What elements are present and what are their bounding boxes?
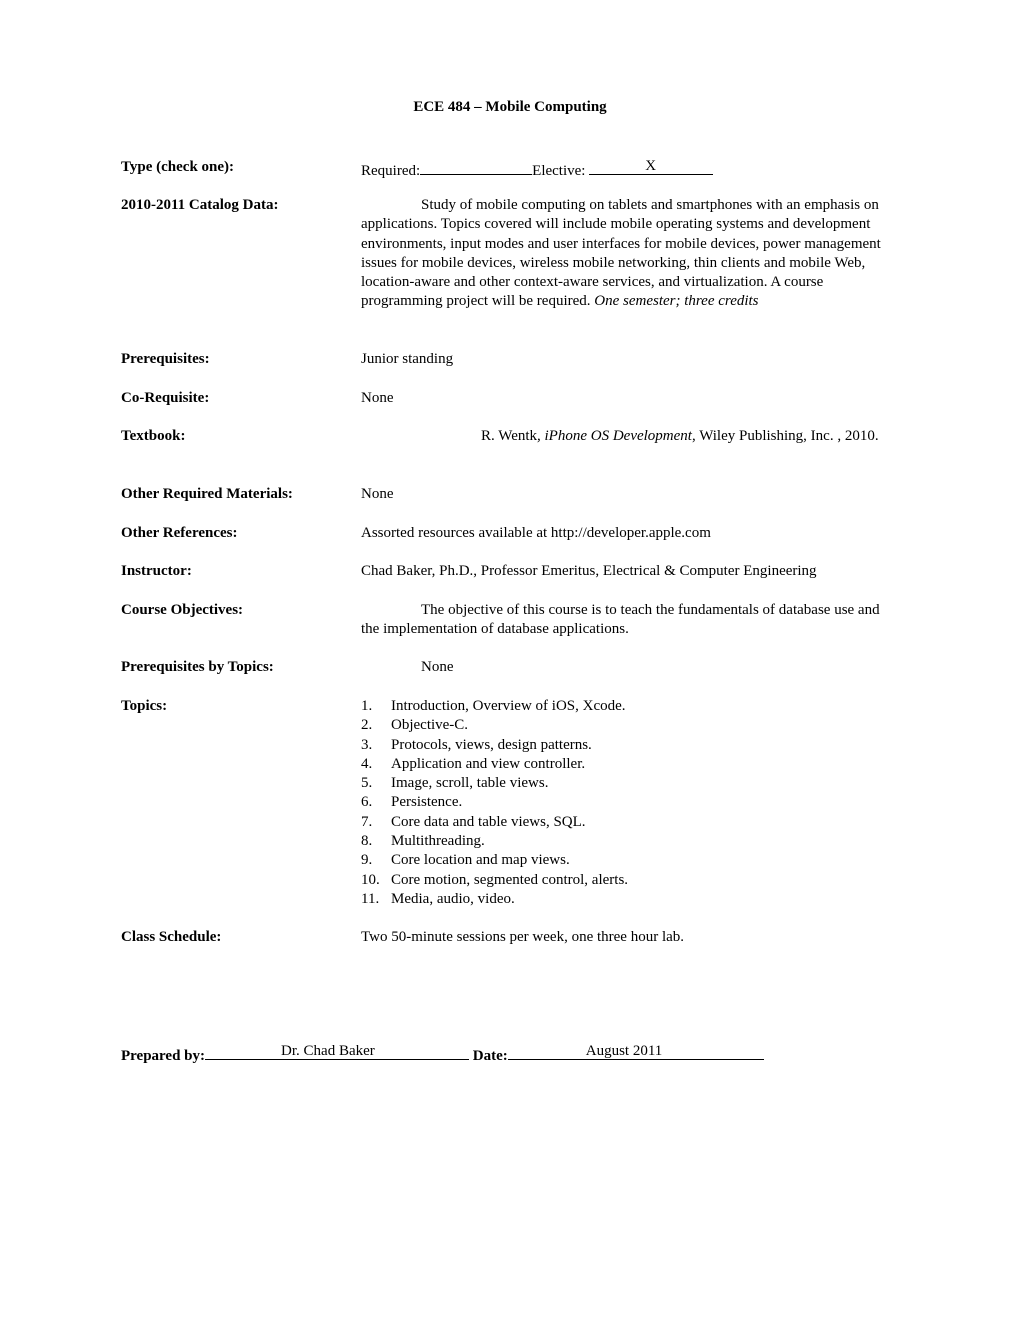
- date-fill: [508, 1043, 764, 1060]
- list-item: [361, 813, 901, 832]
- list-item-text: Core location and map views.: [391, 852, 570, 869]
- textbook-value: [361, 427, 901, 446]
- prereq-topics-text: None: [421, 659, 454, 675]
- elective-blank: [589, 158, 713, 175]
- textbook-label: Textbook:: [121, 428, 186, 444]
- catalog-value: [361, 196, 901, 312]
- list-item: [361, 871, 901, 890]
- list-item: [361, 832, 901, 851]
- other-materials-label: Other Required Materials:: [121, 486, 293, 502]
- corequisite-value: None: [361, 390, 394, 406]
- list-item-number: 11.: [361, 890, 380, 907]
- list-item-text: Persistence.: [391, 794, 463, 811]
- corequisite-label: Co-Requisite:: [121, 390, 210, 406]
- elective-mark: X: [645, 158, 657, 174]
- list-item-number: 4.: [361, 755, 373, 772]
- list-item-number: 5.: [361, 775, 373, 792]
- elective-label: Elective:: [532, 163, 590, 179]
- textbook-author: R. Wentk: [481, 428, 538, 444]
- list-item: [361, 755, 901, 774]
- prerequisites-value: Junior standing: [361, 351, 454, 367]
- instructor-value: Chad Baker, Ph.D., Professor Emeritus, Electrical & Computer Engineering: [361, 563, 817, 579]
- topics-label: Topics:: [121, 698, 168, 714]
- list-item-text: Core data and table views, SQL.: [391, 813, 586, 830]
- textbook-title: iPhone OS Development: [544, 428, 692, 444]
- list-item-number: 2.: [361, 717, 373, 734]
- other-references-label: Other References:: [121, 525, 238, 541]
- other-references-value: Assorted resources available at http://developer.apple.com: [361, 525, 711, 541]
- topics-list: [361, 697, 901, 909]
- list-item-text: Application and view controller.: [391, 755, 586, 772]
- catalog-label: 2010-2011 Catalog Data:: [121, 197, 279, 213]
- type-value: [361, 158, 901, 181]
- list-item: [361, 736, 901, 755]
- objectives-value: [361, 601, 901, 640]
- prereq-topics-value: [361, 658, 901, 677]
- list-item-number: 9.: [361, 852, 373, 869]
- list-item-text: Introduction, Overview of iOS, Xcode.: [391, 698, 626, 714]
- objectives-label: Course Objectives:: [121, 602, 244, 618]
- schedule-label: Class Schedule:: [121, 929, 222, 945]
- list-item-number: 3.: [361, 736, 373, 753]
- date-value: August 2011: [585, 1043, 663, 1059]
- textbook-rest: , Wiley Publishing, Inc. , 2010.: [691, 428, 879, 444]
- list-item: [361, 697, 901, 716]
- list-item-number: 7.: [361, 813, 373, 830]
- list-item-text: Protocols, views, design patterns.: [391, 736, 592, 753]
- catalog-credits: One semester; three credits: [594, 293, 759, 310]
- schedule-value: Two 50-minute sessions per week, one three hour lab.: [361, 929, 685, 945]
- type-label: Type (check one):: [121, 159, 235, 175]
- list-item-number: 6.: [361, 794, 373, 811]
- required-blank: [420, 159, 532, 175]
- textbook-comma: ,: [537, 428, 545, 444]
- list-item-text: Core motion, segmented control, alerts.: [391, 871, 629, 888]
- list-item: [361, 851, 901, 870]
- list-item-number: 10.: [361, 871, 380, 888]
- prepared-footer: [121, 1043, 764, 1066]
- list-item-text: Media, audio, video.: [391, 890, 515, 907]
- list-item-text: Multithreading.: [391, 833, 485, 850]
- prerequisites-label: Prerequisites:: [121, 351, 210, 367]
- required-label: Required:: [361, 163, 421, 179]
- other-materials-value: None: [361, 486, 394, 502]
- list-item-text: Objective-C.: [391, 717, 469, 734]
- list-item: [361, 716, 901, 735]
- instructor-label: Instructor:: [121, 563, 192, 579]
- objectives-text: The objective of this course is to teach the fundamentals of database use and the implementation of database applications.: [361, 602, 880, 638]
- list-item: [361, 774, 901, 793]
- list-item: [361, 793, 901, 812]
- list-item-text: Image, scroll, table views.: [391, 775, 549, 792]
- prepared-fill: [205, 1043, 469, 1060]
- prepared-label: Prepared by:: [121, 1048, 206, 1064]
- list-item-number: 1.: [361, 698, 373, 714]
- list-item-number: 8.: [361, 833, 373, 850]
- list-item: [361, 890, 901, 909]
- topics-value: [361, 697, 901, 909]
- prepared-value: Dr. Chad Baker: [281, 1043, 375, 1059]
- date-label-text: Date:: [472, 1048, 508, 1064]
- catalog-text: Study of mobile computing on tablets and smartphones with an emphasis on applications. Topics covered will include mobile operating systems and development environments, input modes and user interfaces for mobile devices, power management issues for mobile devices, wireless mobile networking, thin clients and mobile Web, location-aware and other context-aware services, and virtualization. A course programming project will be required.: [361, 197, 881, 310]
- prereq-topics-label: Prerequisites by Topics:: [121, 659, 274, 675]
- page-title: ECE 484 – Mobile Computing: [413, 99, 607, 115]
